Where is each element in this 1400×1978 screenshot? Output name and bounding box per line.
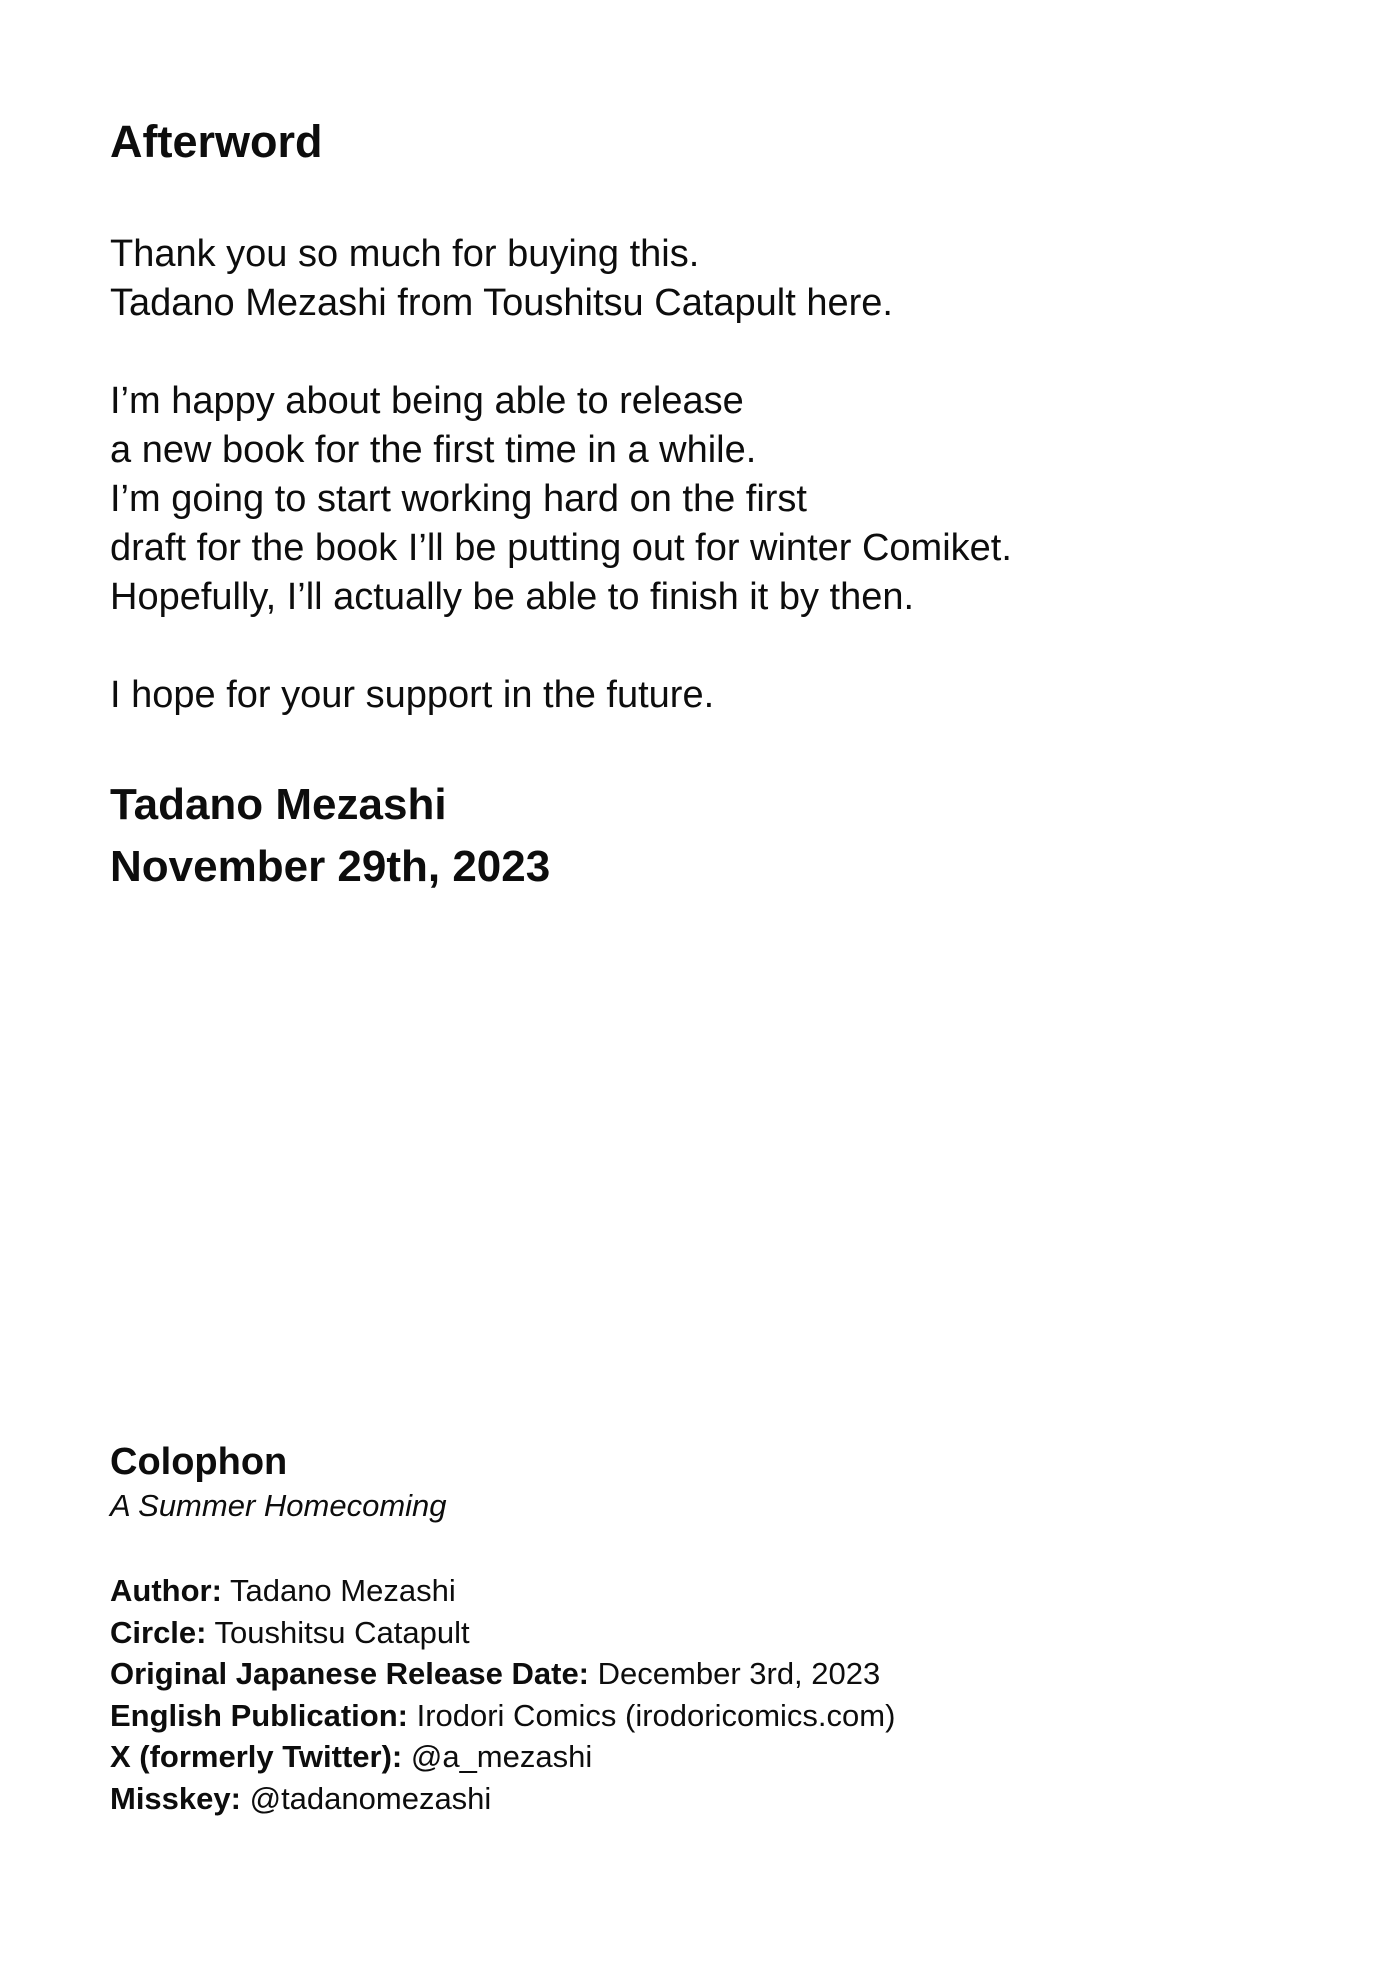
afterword-body [110,230,1012,720]
colophon-entry-publication [110,1695,895,1737]
body-line: Tadano Mezashi from Toushitsu Catapult here. [110,282,893,324]
body-line: Thank you so much for buying this. [110,233,700,275]
book-title: A Summer Homecoming [110,1488,447,1523]
entry-label: Author: [110,1573,222,1608]
entry-value: Tadano Mezashi [229,1573,456,1608]
entry-value: December 3rd, 2023 [597,1656,881,1691]
colophon-entry-misskey-account [110,1778,895,1820]
body-line: I’m happy about being able to release [110,380,744,422]
entry-value: Toushitsu Catapult [214,1614,470,1650]
entry-value: @a_mezashi [410,1739,593,1774]
colophon-entry-x-account [110,1736,895,1778]
entry-label: Original Japanese Release Date: [110,1656,590,1691]
body-line: I hope for your support in the future. [110,674,715,716]
paragraph-gap [110,622,1012,671]
afterword-signature [110,774,550,898]
colophon-entry-author [110,1570,895,1612]
colophon-title: Colophon [110,1441,288,1483]
colophon-entry-circle [110,1612,895,1654]
body-line: a new book for the first time in a while. [110,429,757,471]
paragraph-gap [110,328,1012,377]
colophon-entries [110,1570,895,1819]
body-line: Hopefully, I’ll actually be able to finish it by then. [110,576,915,618]
entry-label: X (formerly Twitter): [110,1739,403,1774]
colophon-entry-release-date [110,1653,895,1695]
entry-label: Circle: [110,1614,207,1650]
entry-value: @tadanomezashi [249,1780,492,1816]
body-line: I’m going to start working hard on the first [110,478,807,520]
entry-label: English Publication: [110,1697,408,1733]
entry-label: Misskey: [110,1780,241,1816]
body-line: draft for the book I’ll be putting out for winter Comiket. [110,527,1012,569]
signature-date: November 29th, 2023 [110,842,551,891]
entry-value: Irodori Comics (irodoricomics.com) [416,1697,896,1733]
afterword-heading: Afterword [110,116,323,167]
signature-name: Tadano Mezashi [110,780,447,829]
colophon-section [110,1438,896,1816]
